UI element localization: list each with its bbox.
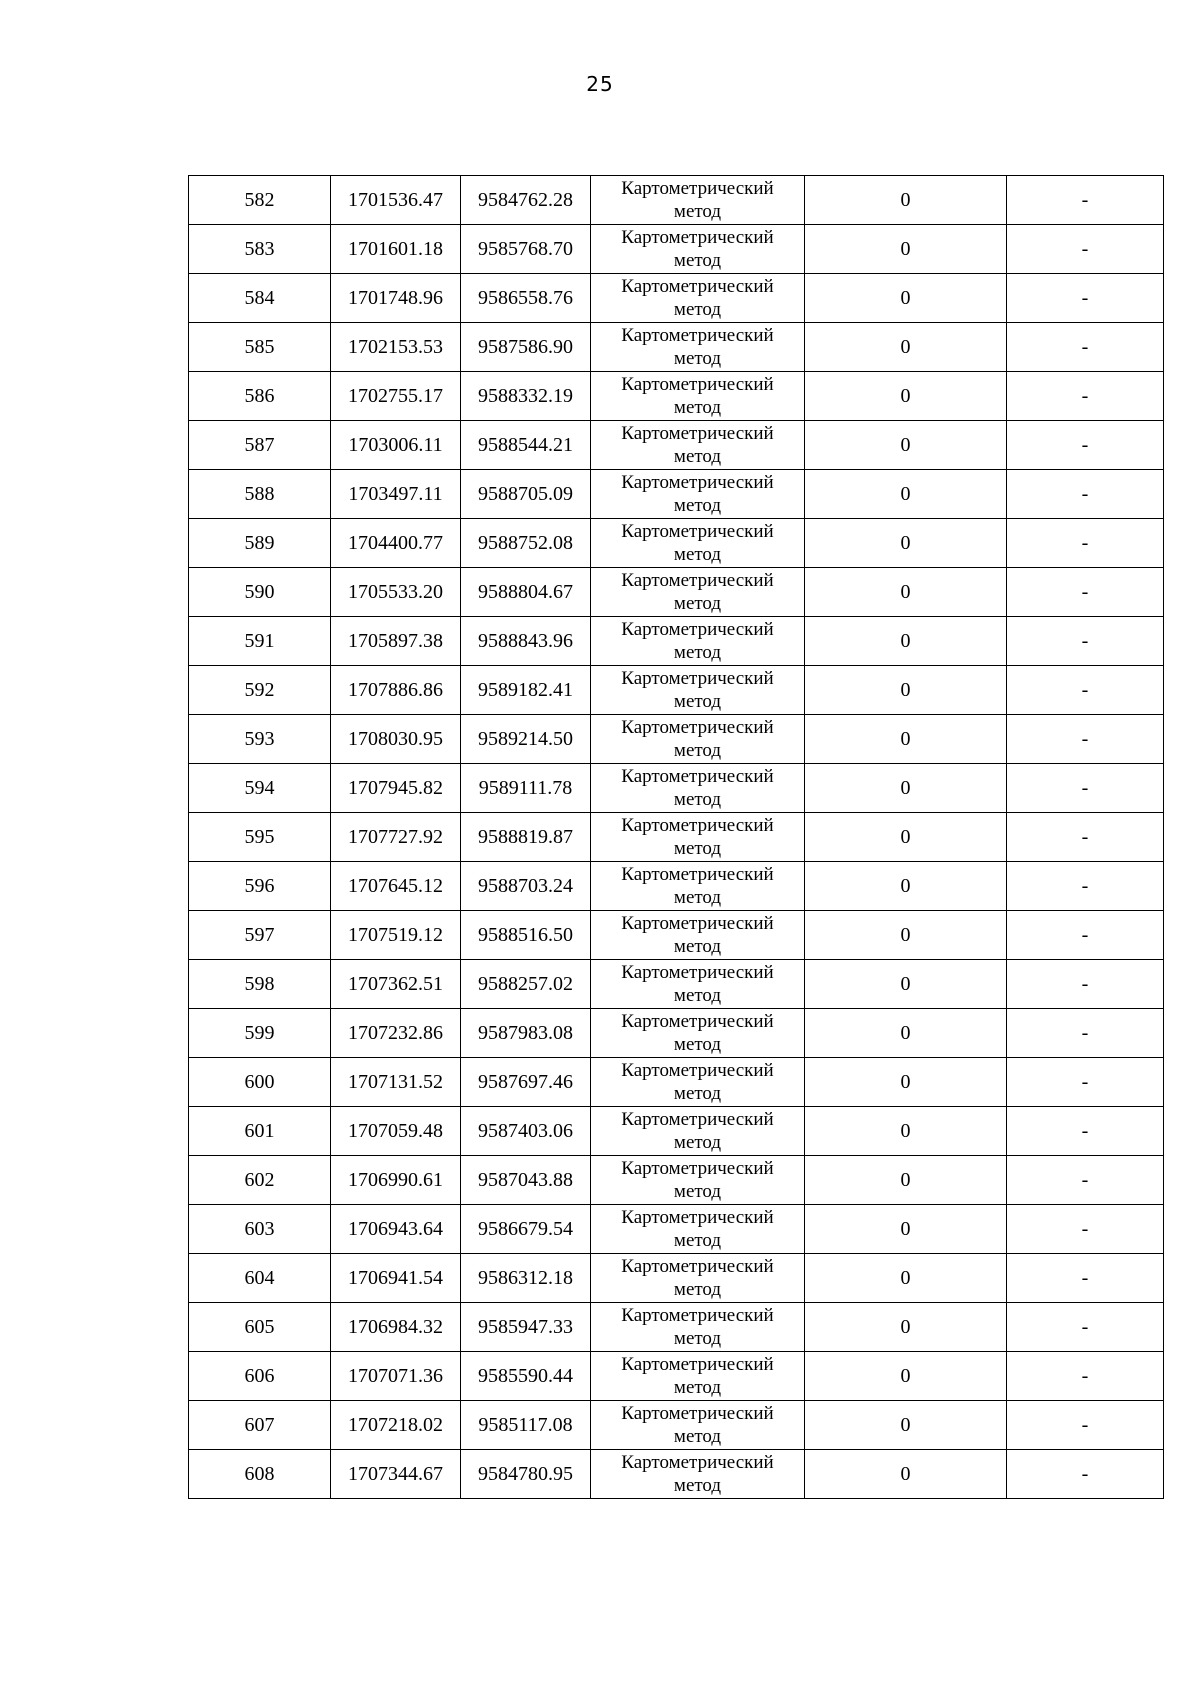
y-coordinate-cell: 9584762.28 [461,176,591,225]
method-text: Картометрический [621,1060,774,1081]
x-coordinate-cell: 1702153.53 [331,323,461,372]
x-coordinate-cell: 1705533.20 [331,568,461,617]
method-text: Картометрический [621,423,774,444]
method-text: Картометрический [621,227,774,248]
point-number-cell: 608 [189,1450,331,1499]
description-cell: - [1007,1156,1164,1205]
error-cell: 0 [805,1450,1007,1499]
point-number-cell: 598 [189,960,331,1009]
table-row [189,1303,1164,1352]
method-text: Картометрический [621,276,774,297]
method-cell [591,1156,805,1205]
coordinates-table [188,175,1164,1499]
table-row [189,421,1164,470]
table-row [189,1009,1164,1058]
point-number-cell: 594 [189,764,331,813]
method-cell [591,372,805,421]
x-coordinate-cell: 1708030.95 [331,715,461,764]
page-number: 25 [586,72,614,96]
method-text: Картометрический [621,1207,774,1228]
x-coordinate-cell: 1707059.48 [331,1107,461,1156]
point-number-cell: 607 [189,1401,331,1450]
method-text: Картометрический [621,1109,774,1130]
table-row [189,274,1164,323]
method-text: Картометрический [621,619,774,640]
y-coordinate-cell: 9584780.95 [461,1450,591,1499]
method-text: метод [673,250,722,271]
point-number-cell: 603 [189,1205,331,1254]
point-number-cell: 588 [189,470,331,519]
method-text: метод [673,642,722,663]
description-cell: - [1007,1205,1164,1254]
point-number-cell: 591 [189,617,331,666]
method-text: Картометрический [621,717,774,738]
y-coordinate-cell: 9586679.54 [461,1205,591,1254]
error-cell: 0 [805,1401,1007,1450]
point-number-cell: 606 [189,1352,331,1401]
table-row [189,715,1164,764]
method-cell [591,470,805,519]
point-number-cell: 589 [189,519,331,568]
method-cell [591,1450,805,1499]
description-cell: - [1007,519,1164,568]
method-text: Картометрический [621,521,774,542]
error-cell: 0 [805,1156,1007,1205]
method-text: метод [673,1034,722,1055]
error-cell: 0 [805,1352,1007,1401]
y-coordinate-cell: 9586558.76 [461,274,591,323]
method-text: Картометрический [621,1158,774,1179]
method-text: метод [673,1475,722,1496]
y-coordinate-cell: 9587043.88 [461,1156,591,1205]
method-cell [591,1352,805,1401]
y-coordinate-cell: 9588705.09 [461,470,591,519]
error-cell: 0 [805,323,1007,372]
x-coordinate-cell: 1707727.92 [331,813,461,862]
method-cell [591,764,805,813]
description-cell: - [1007,225,1164,274]
error-cell: 0 [805,1009,1007,1058]
error-cell: 0 [805,1205,1007,1254]
point-number-cell: 587 [189,421,331,470]
point-number-cell: 585 [189,323,331,372]
table-row [189,519,1164,568]
point-number-cell: 592 [189,666,331,715]
y-coordinate-cell: 9587586.90 [461,323,591,372]
x-coordinate-cell: 1703497.11 [331,470,461,519]
table-row [189,813,1164,862]
x-coordinate-cell: 1707232.86 [331,1009,461,1058]
table-row [189,323,1164,372]
description-cell: - [1007,715,1164,764]
description-cell: - [1007,862,1164,911]
method-cell [591,1205,805,1254]
x-coordinate-cell: 1707071.36 [331,1352,461,1401]
error-cell: 0 [805,715,1007,764]
error-cell: 0 [805,470,1007,519]
y-coordinate-cell: 9588703.24 [461,862,591,911]
x-coordinate-cell: 1701748.96 [331,274,461,323]
y-coordinate-cell: 9589214.50 [461,715,591,764]
method-text: Картометрический [621,1256,774,1277]
description-cell: - [1007,960,1164,1009]
method-cell [591,323,805,372]
method-text: Картометрический [621,1403,774,1424]
method-cell [591,715,805,764]
x-coordinate-cell: 1707886.86 [331,666,461,715]
description-cell: - [1007,617,1164,666]
error-cell: 0 [805,372,1007,421]
point-number-cell: 596 [189,862,331,911]
x-coordinate-cell: 1706990.61 [331,1156,461,1205]
point-number-cell: 605 [189,1303,331,1352]
table-row [189,1401,1164,1450]
description-cell: - [1007,1352,1164,1401]
method-text: метод [673,1083,722,1104]
method-text: метод [673,593,722,614]
method-cell [591,1303,805,1352]
point-number-cell: 600 [189,1058,331,1107]
method-cell [591,960,805,1009]
method-text: метод [673,1328,722,1349]
y-coordinate-cell: 9586312.18 [461,1254,591,1303]
description-cell: - [1007,666,1164,715]
method-text: Картометрический [621,178,774,199]
x-coordinate-cell: 1707519.12 [331,911,461,960]
description-cell: - [1007,1009,1164,1058]
description-cell: - [1007,176,1164,225]
method-text: метод [673,1132,722,1153]
method-text: Картометрический [621,864,774,885]
method-text: метод [673,1279,722,1300]
x-coordinate-cell: 1703006.11 [331,421,461,470]
error-cell: 0 [805,1254,1007,1303]
description-cell: - [1007,470,1164,519]
table-row [189,470,1164,519]
method-text: метод [673,789,722,810]
method-text: Картометрический [621,1354,774,1375]
error-cell: 0 [805,1058,1007,1107]
point-number-cell: 602 [189,1156,331,1205]
method-cell [591,421,805,470]
point-number-cell: 599 [189,1009,331,1058]
method-cell [591,176,805,225]
error-cell: 0 [805,960,1007,1009]
table-row [189,617,1164,666]
x-coordinate-cell: 1707344.67 [331,1450,461,1499]
table-row [189,764,1164,813]
table-row [189,1450,1164,1499]
x-coordinate-cell: 1707945.82 [331,764,461,813]
error-cell: 0 [805,911,1007,960]
table-row [189,372,1164,421]
x-coordinate-cell: 1705897.38 [331,617,461,666]
table-row [189,911,1164,960]
method-cell [591,1107,805,1156]
x-coordinate-cell: 1707645.12 [331,862,461,911]
method-text: метод [673,348,722,369]
x-coordinate-cell: 1706941.54 [331,1254,461,1303]
y-coordinate-cell: 9589111.78 [461,764,591,813]
method-text: метод [673,201,722,222]
method-text: метод [673,936,722,957]
x-coordinate-cell: 1706943.64 [331,1205,461,1254]
method-text: метод [673,446,722,467]
y-coordinate-cell: 9588819.87 [461,813,591,862]
method-cell [591,1254,805,1303]
method-text: метод [673,1181,722,1202]
table-row [189,1352,1164,1401]
table-row [189,1205,1164,1254]
y-coordinate-cell: 9588516.50 [461,911,591,960]
error-cell: 0 [805,568,1007,617]
error-cell: 0 [805,519,1007,568]
method-text: метод [673,299,722,320]
y-coordinate-cell: 9588843.96 [461,617,591,666]
method-text: метод [673,544,722,565]
table-row [189,666,1164,715]
point-number-cell: 584 [189,274,331,323]
method-text: Картометрический [621,962,774,983]
method-text: метод [673,691,722,712]
method-text: метод [673,1426,722,1447]
x-coordinate-cell: 1702755.17 [331,372,461,421]
method-cell [591,1401,805,1450]
method-text: Картометрический [621,913,774,934]
method-cell [591,519,805,568]
method-text: Картометрический [621,1305,774,1326]
error-cell: 0 [805,813,1007,862]
error-cell: 0 [805,176,1007,225]
method-text: Картометрический [621,374,774,395]
description-cell: - [1007,421,1164,470]
y-coordinate-cell: 9588544.21 [461,421,591,470]
table-row [189,960,1164,1009]
description-cell: - [1007,274,1164,323]
error-cell: 0 [805,617,1007,666]
error-cell: 0 [805,1107,1007,1156]
method-cell [591,225,805,274]
method-text: метод [673,397,722,418]
y-coordinate-cell: 9588752.08 [461,519,591,568]
table-row [189,225,1164,274]
method-text: Картометрический [621,815,774,836]
y-coordinate-cell: 9589182.41 [461,666,591,715]
method-cell [591,568,805,617]
point-number-cell: 590 [189,568,331,617]
method-text: метод [673,495,722,516]
method-cell [591,911,805,960]
method-text: метод [673,1230,722,1251]
description-cell: - [1007,1058,1164,1107]
x-coordinate-cell: 1704400.77 [331,519,461,568]
point-number-cell: 595 [189,813,331,862]
error-cell: 0 [805,666,1007,715]
y-coordinate-cell: 9588257.02 [461,960,591,1009]
method-cell [591,862,805,911]
x-coordinate-cell: 1701601.18 [331,225,461,274]
description-cell: - [1007,1303,1164,1352]
description-cell: - [1007,323,1164,372]
error-cell: 0 [805,862,1007,911]
x-coordinate-cell: 1706984.32 [331,1303,461,1352]
y-coordinate-cell: 9588804.67 [461,568,591,617]
method-text: Картометрический [621,766,774,787]
method-cell [591,813,805,862]
error-cell: 0 [805,421,1007,470]
x-coordinate-cell: 1707131.52 [331,1058,461,1107]
method-cell [591,1058,805,1107]
description-cell: - [1007,1401,1164,1450]
method-text: метод [673,1377,722,1398]
error-cell: 0 [805,764,1007,813]
method-text: метод [673,838,722,859]
description-cell: - [1007,1107,1164,1156]
method-text: метод [673,887,722,908]
point-number-cell: 582 [189,176,331,225]
y-coordinate-cell: 9588332.19 [461,372,591,421]
table-row [189,176,1164,225]
method-text: Картометрический [621,570,774,591]
y-coordinate-cell: 9585117.08 [461,1401,591,1450]
description-cell: - [1007,1254,1164,1303]
description-cell: - [1007,764,1164,813]
method-text: Картометрический [621,325,774,346]
table-row [189,1107,1164,1156]
point-number-cell: 601 [189,1107,331,1156]
table-row [189,1254,1164,1303]
y-coordinate-cell: 9587983.08 [461,1009,591,1058]
point-number-cell: 604 [189,1254,331,1303]
table-row [189,568,1164,617]
point-number-cell: 583 [189,225,331,274]
method-text: Картометрический [621,472,774,493]
error-cell: 0 [805,274,1007,323]
method-text: метод [673,740,722,761]
description-cell: - [1007,568,1164,617]
y-coordinate-cell: 9587697.46 [461,1058,591,1107]
table-row [189,1058,1164,1107]
description-cell: - [1007,1450,1164,1499]
y-coordinate-cell: 9587403.06 [461,1107,591,1156]
method-text: Картометрический [621,668,774,689]
method-cell [591,617,805,666]
x-coordinate-cell: 1707362.51 [331,960,461,1009]
method-cell [591,1009,805,1058]
description-cell: - [1007,813,1164,862]
y-coordinate-cell: 9585947.33 [461,1303,591,1352]
description-cell: - [1007,911,1164,960]
point-number-cell: 586 [189,372,331,421]
method-text: Картометрический [621,1452,774,1473]
method-text: Картометрический [621,1011,774,1032]
error-cell: 0 [805,1303,1007,1352]
coordinates-table-body [189,176,1164,1499]
method-cell [591,274,805,323]
point-number-cell: 593 [189,715,331,764]
error-cell: 0 [805,225,1007,274]
method-cell [591,666,805,715]
table-row [189,1156,1164,1205]
y-coordinate-cell: 9585590.44 [461,1352,591,1401]
y-coordinate-cell: 9585768.70 [461,225,591,274]
table-row [189,862,1164,911]
x-coordinate-cell: 1701536.47 [331,176,461,225]
description-cell: - [1007,372,1164,421]
x-coordinate-cell: 1707218.02 [331,1401,461,1450]
point-number-cell: 597 [189,911,331,960]
method-text: метод [673,985,722,1006]
